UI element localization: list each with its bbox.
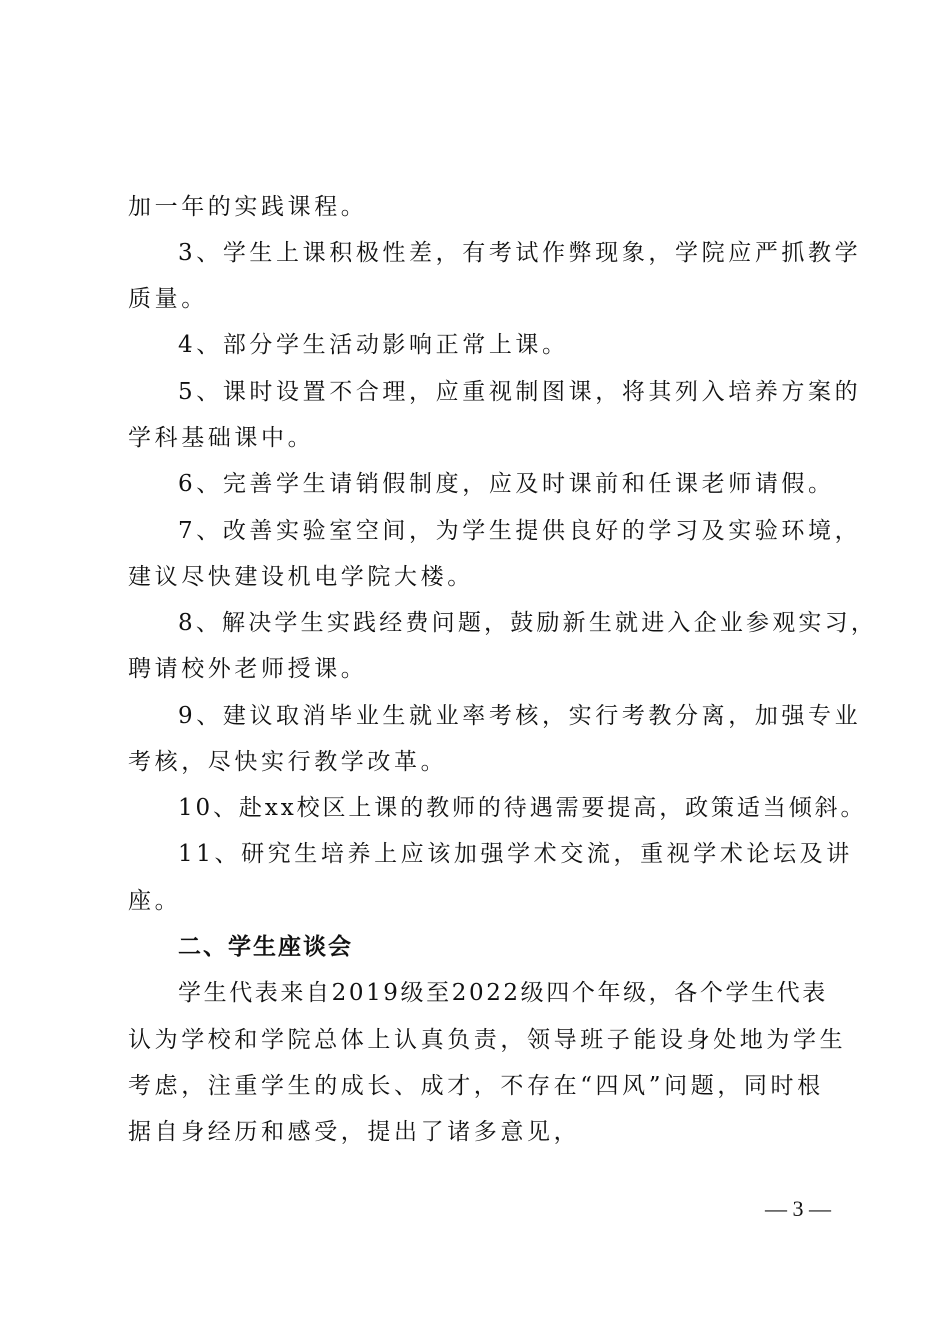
text-line: 建议尽快建设机电学院大楼。	[128, 564, 474, 590]
text-line: 座。	[128, 888, 182, 914]
text-line: 6、完善学生请销假制度，应及时课前和任课老师请假。	[178, 471, 835, 497]
text-line: 学生代表来自2019级至2022级四个年级，各个学生代表	[178, 980, 828, 1006]
section-heading: 二、学生座谈会	[178, 933, 353, 960]
text-line: 认为学校和学院总体上认真负责，领导班子能设身处地为学生	[128, 1027, 847, 1053]
text-line: 4、部分学生活动影响正常上课。	[178, 332, 569, 358]
text-line: 8、解决学生实践经费问题，鼓励新生就进入企业参观实习，	[178, 610, 878, 636]
text-line: 据自身经历和感受，提出了诸多意见，	[128, 1119, 581, 1145]
text-line: 3、学生上课积极性差，有考试作弊现象，学院应严抓教学	[178, 240, 862, 266]
text-line: 考虑，注重学生的成长、成才，不存在“四风”问题，同时根	[128, 1073, 824, 1099]
page-number: — 3 —	[765, 1196, 831, 1221]
text-line: 加一年的实践课程。	[128, 194, 368, 220]
text-line: 考核，尽快实行教学改革。	[128, 749, 448, 775]
text-line: 质量。	[128, 286, 208, 312]
text-line: 10、赴xx校区上课的教师的待遇需要提高，政策适当倾斜。	[178, 795, 867, 821]
text-line: 7、改善实验室空间，为学生提供良好的学习及实验环境，	[178, 518, 862, 544]
text-line: 9、建议取消毕业生就业率考核，实行考教分离，加强专业	[178, 703, 862, 729]
text-line: 学科基础课中。	[128, 425, 315, 451]
text-line: 11、研究生培养上应该加强学术交流，重视学术论坛及讲	[178, 841, 853, 867]
text-line: 聘请校外老师授课。	[128, 656, 368, 682]
text-line: 5、课时设置不合理，应重视制图课，将其列入培养方案的	[178, 379, 862, 405]
